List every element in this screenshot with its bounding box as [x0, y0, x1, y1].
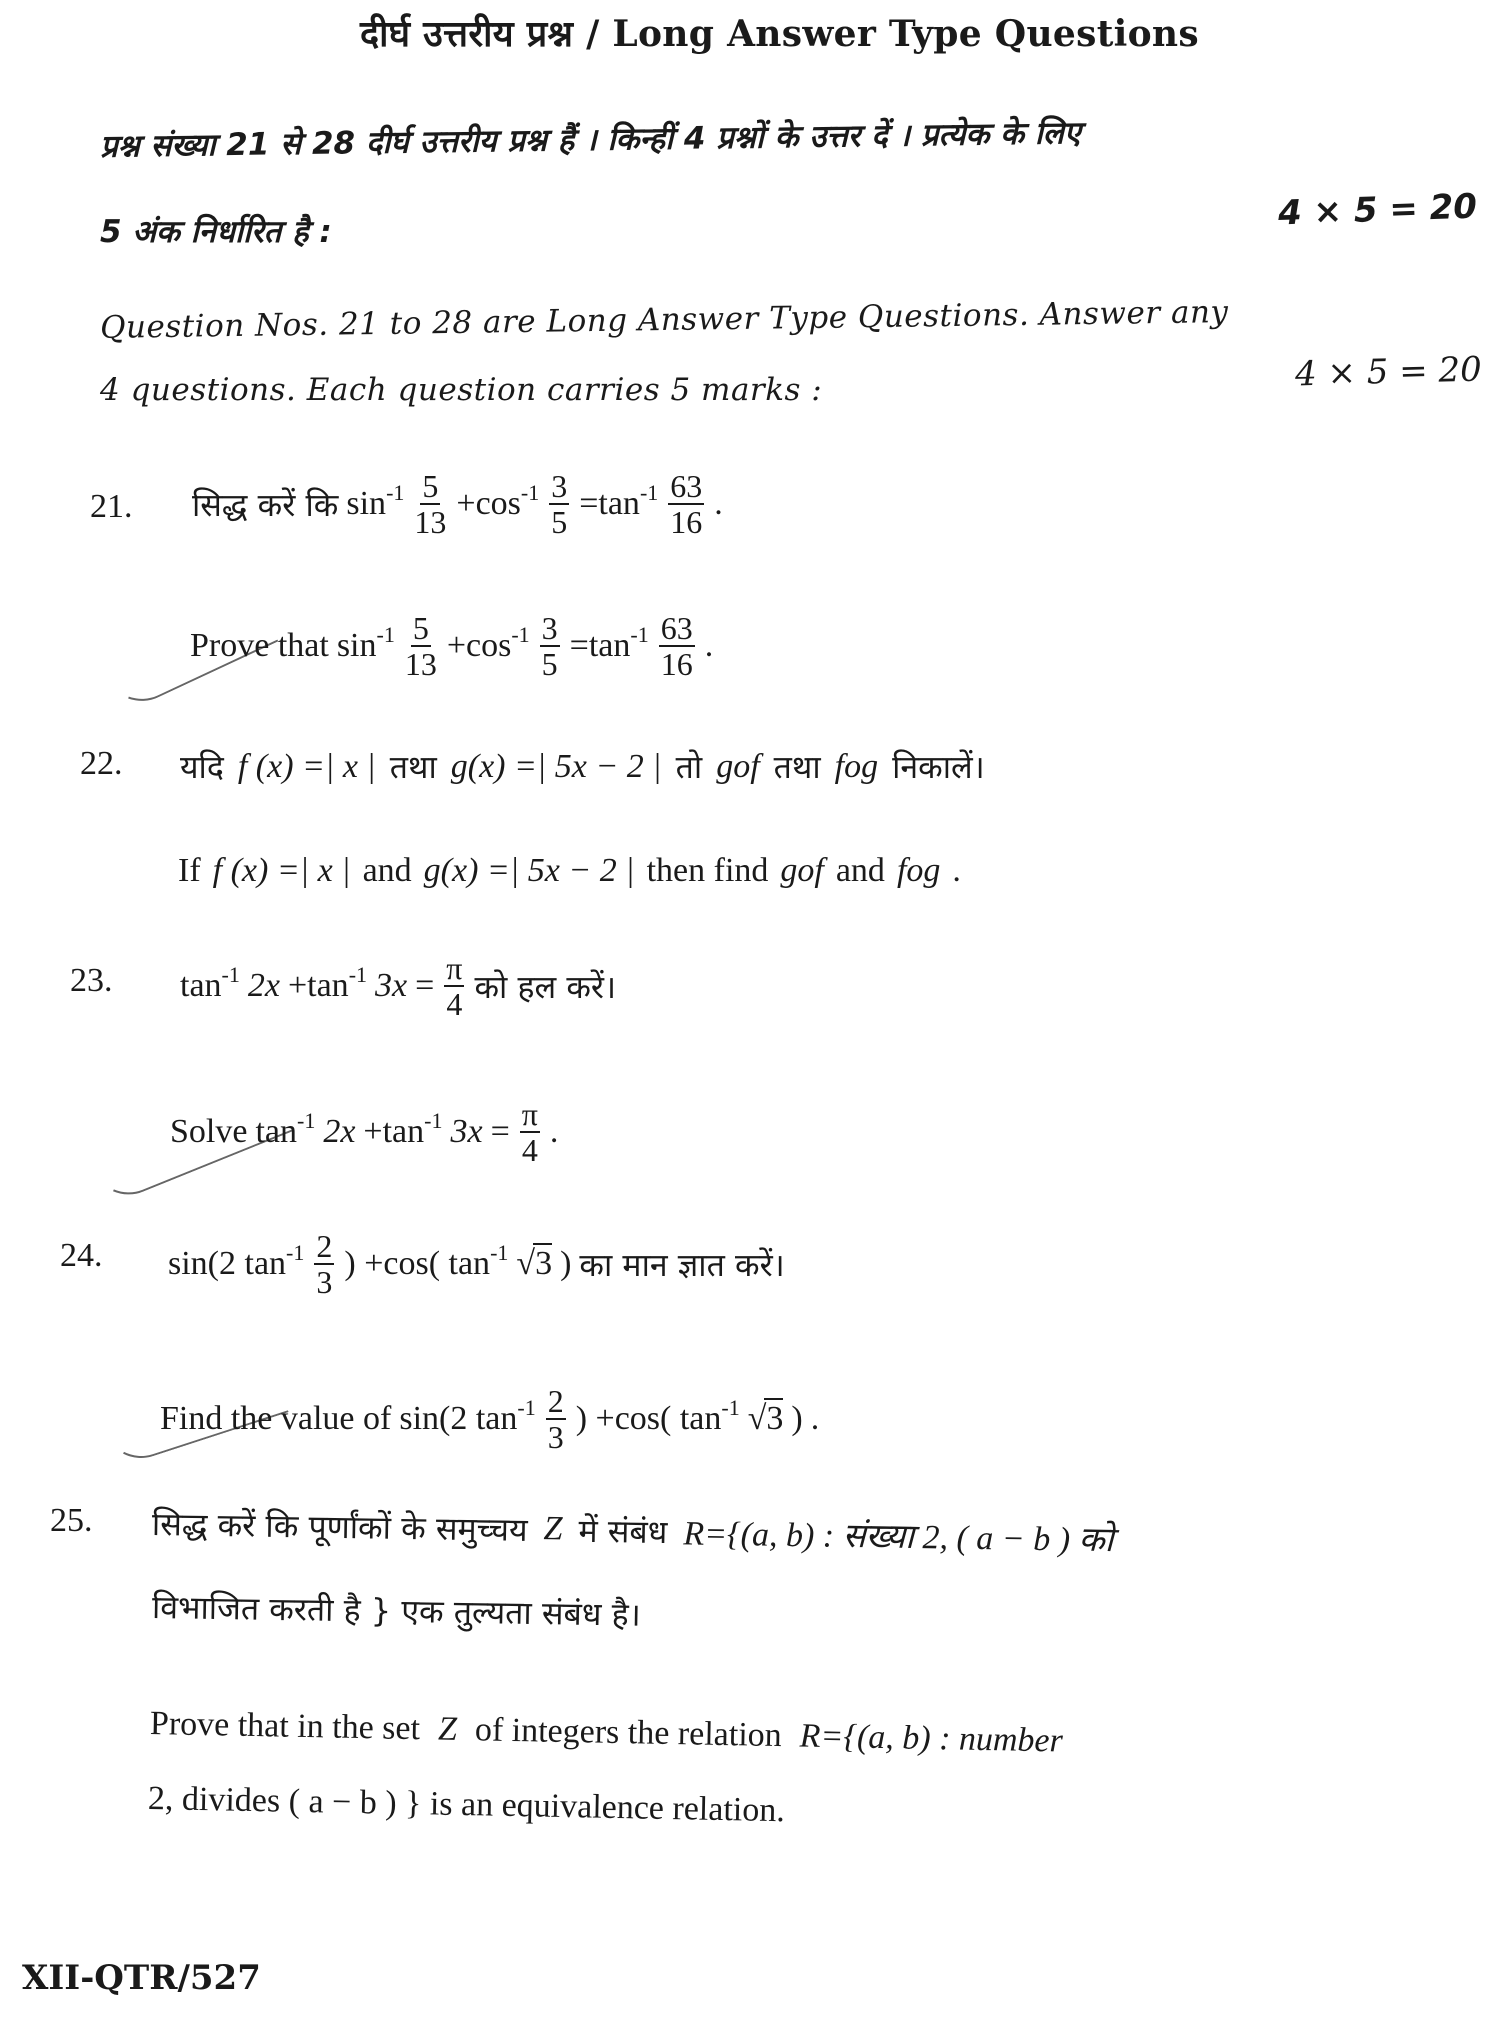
paper-code: XII-QTR/527 — [22, 1958, 261, 1998]
question-number: 21. — [90, 488, 133, 525]
instruction-english-line2: 4 questions. Each question carries 5 marks : — [100, 372, 823, 408]
question-english: If f (x) =| x | and g(x) =| 5x − 2 | then find gof and fog . — [178, 852, 961, 889]
question-number: 25. — [50, 1502, 93, 1539]
marks-hindi: 4 × 5 = 20 — [1277, 186, 1478, 234]
sqrt-icon: √ — [516, 1245, 536, 1282]
sqrt-icon: √ — [747, 1400, 767, 1437]
question-english: Solve $\tan^{-1}$ 2x $+\tan^{-1}$ 3x = $\frac{\pi}{4}$ . — [170, 1096, 559, 1168]
question-english: Prove that $\sin^{-1}$ $\frac{5}{13}$ $+\cos^{-1}$ $\frac{3}{5}$ $=\tan^{-1}$ $\frac{63}{16}$ . — [190, 610, 714, 682]
question-english-line1: Prove that in the set Z of integers the relation R={(a, b) : number — [149, 1705, 1064, 1760]
question-number: 24. — [60, 1237, 103, 1274]
question-hindi: $\tan^{-1}$ 2x $+\tan^{-1}$ 3x = $\frac{\pi}{4}$ को हल करें। — [180, 950, 617, 1022]
instruction-english-line1: Question Nos. 21 to 28 are Long Answer Type Questions. Answer any — [99, 294, 1229, 346]
question-hindi: यदि f (x) =| x | तथा g(x) =| 5x − 2 | तो gof तथा fog निकालें। — [180, 747, 985, 786]
instruction-hindi-line1: प्रश्न संख्या 21 से 28 दीर्घ उत्तरीय प्रश्न हैं । किन्हीं 4 प्रश्नों के उत्तर दें । प्रत्येक के लिए — [99, 115, 1082, 165]
question-number: 22. — [80, 745, 123, 782]
question-hindi-line1: सिद्ध करें कि पूर्णांकों के समुच्चय Z में संबंध R={(a, b) : संख्या 2, ( a − b ) को — [151, 1504, 1114, 1560]
question-hindi: सिद्ध करें कि $\sin^{-1}$ $\frac{5}{13}$ $+\cos^{-1}$ $\frac{3}{5}$ $=\tan^{-1}$ $\frac{63}{16}$ . — [192, 468, 723, 540]
question-english-line2: 2, divides ( a − b ) } is an equivalence relation. — [147, 1780, 786, 1830]
question-hindi-line2: विभाजित करती है } एक तुल्यता संबंध है। — [151, 1588, 642, 1634]
question-number: 23. — [70, 962, 113, 999]
question-hindi: sin(2 $\tan^{-1}$ $\frac{2}{3}$ ) +cos( $\tan^{-1}$ √3 ) का मान ज्ञात करें। — [168, 1228, 785, 1300]
section-title: दीर्घ उत्तरीय प्रश्न / Long Answer Type Questions — [360, 13, 1199, 55]
instruction-hindi-line2: 5 अंक निर्धारित है : — [100, 214, 332, 250]
question-english: Find the value of sin(2 $\tan^{-1}$ $\frac{2}{3}$ ) +cos( $\tan^{-1}$ √3 ) . — [160, 1383, 820, 1455]
marks-english: 4 × 5 = 20 — [1294, 349, 1483, 395]
